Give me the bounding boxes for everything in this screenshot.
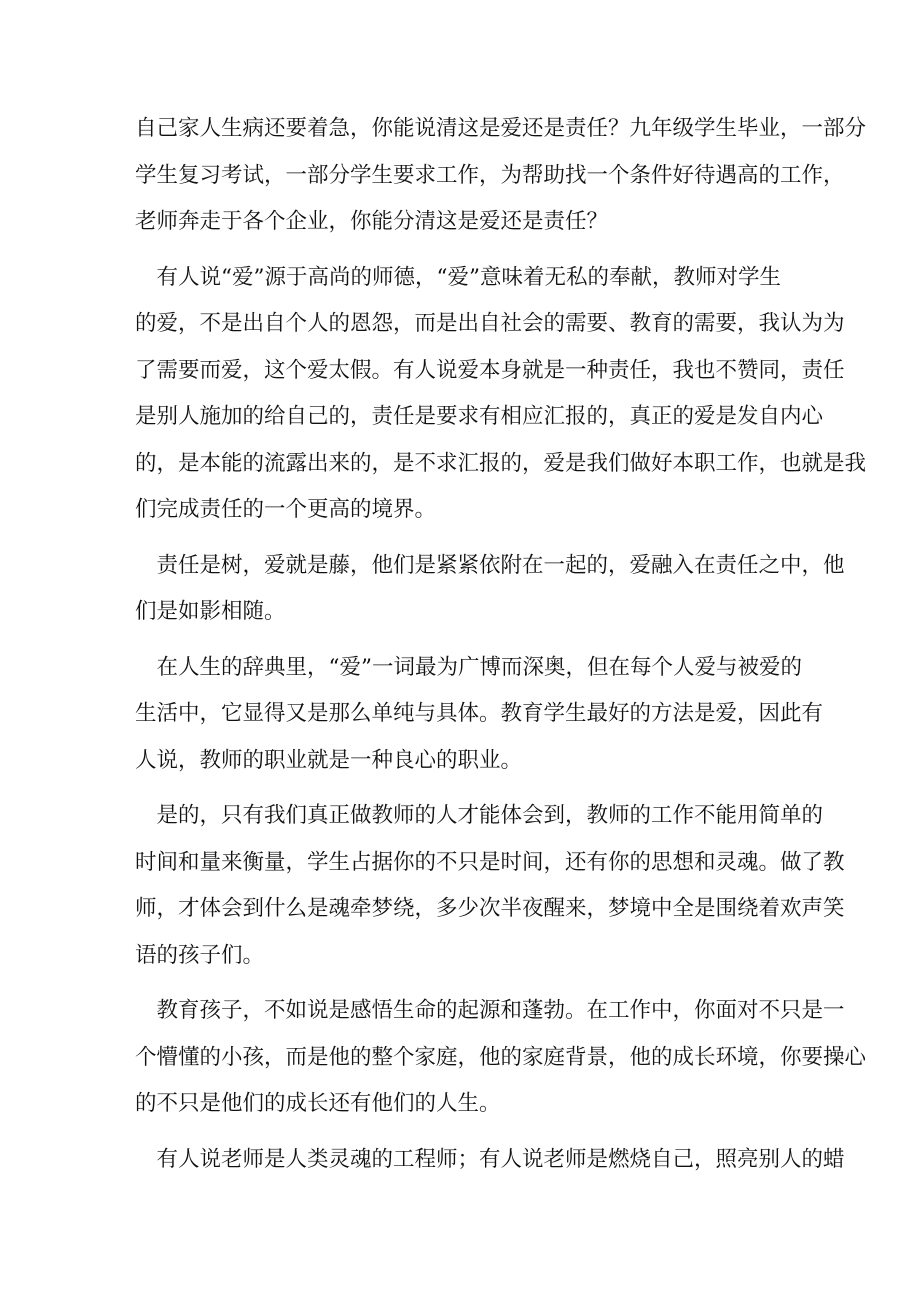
text-line: 师，才体会到什么是魂牵梦绕，多少次半夜醒来，梦境中全是围绕着欢声笑 — [135, 896, 845, 921]
text-line: 教育孩子，不如说是感悟生命的起源和蓬勃。在工作中，你面对不只是一 — [135, 998, 845, 1023]
text-line: 们完成责任的一个更高的境界。 — [135, 497, 437, 522]
body-text — [135, 106, 867, 1183]
text-line: 有人说“爱”源于高尚的师德，“爱”意味着无私的奉献，教师对学生 — [135, 264, 781, 290]
text-line: 在人生的辞典里，“爱”一词最为广博而深奥，但在每个人爱与被爱的 — [135, 654, 802, 680]
text-line: 语的孩子们。 — [135, 942, 265, 968]
paragraph-3 — [135, 543, 845, 636]
paragraph-1 — [135, 106, 867, 246]
paragraph-6 — [135, 988, 867, 1128]
paragraph-4 — [135, 645, 824, 785]
text-line: 学生复习考试，一部分学生要求工作，为帮助找一个条件好待遇高的工作， — [135, 162, 845, 188]
text-line: 人说，教师的职业就是一种良心的职业。 — [135, 747, 523, 773]
text-line: 是别人施加的给自己的，责任是要求有相应汇报的，真正的爱是发自内心 — [135, 404, 824, 429]
text-line: 是的，只有我们真正做教师的人才能体会到，教师的工作不能用简单的 — [135, 803, 824, 828]
text-line: 的，是本能的流露出来的，是不求汇报的，爱是我们做好本职工作，也就是我 — [135, 450, 867, 476]
text-line: 责任是树，爱就是藤，他们是紧紧依附在一起的，爱融入在责任之中，他 — [135, 552, 845, 578]
text-line: 个懵懂的小孩，而是他的整个家庭，他的家庭背景，他的成长环境，你要操心 — [135, 1044, 867, 1070]
paragraph-7 — [135, 1137, 845, 1184]
text-line: 了需要而爱，这个爱太假。有人说爱本身就是一种责任，我也不赞同，责任 — [135, 357, 845, 383]
text-line: 的不只是他们的成长还有他们的人生。 — [135, 1091, 501, 1116]
text-line: 自己家人生病还要着急，你能说清这是爱还是责任？九年级学生毕业，一部分 — [135, 116, 867, 141]
text-line: 生活中，它显得又是那么单纯与具体。教育学生最好的方法是爱，因此有 — [135, 701, 824, 726]
text-line: 有人说老师是人类灵魂的工程师；有人说老师是燃烧自己，照亮别人的蜡 — [135, 1146, 845, 1172]
text-line: 们是如影相随。 — [135, 599, 286, 624]
paragraph-2 — [135, 255, 867, 534]
text-line: 时间和量来衡量，学生占据你的不只是时间，还有你的思想和灵魂。做了教 — [135, 849, 845, 875]
text-line: 老师奔走于各个企业，你能分清这是爱还是责任？ — [135, 209, 609, 234]
text-line: 的爱，不是出自个人的恩怨，而是出自社会的需要、教育的需要，我认为为 — [135, 311, 845, 336]
paragraph-5 — [135, 793, 845, 979]
